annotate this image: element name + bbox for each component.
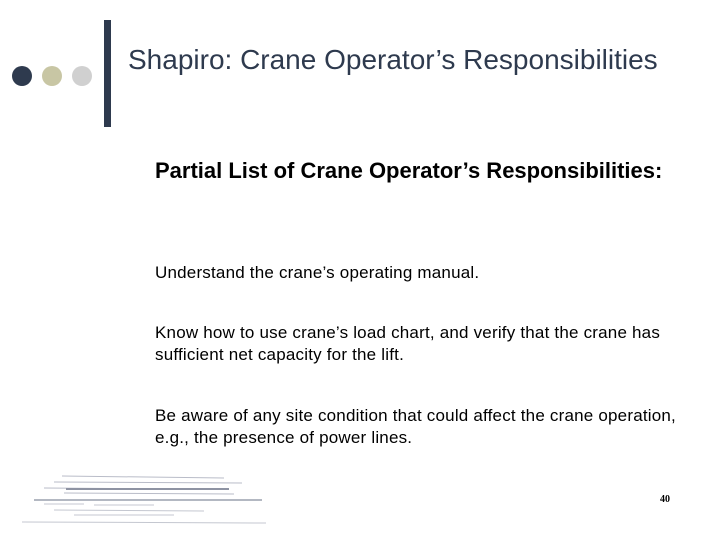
page-number: 40: [660, 494, 670, 505]
slide-subtitle: Partial List of Crane Operator’s Responsibilities:: [155, 158, 663, 183]
decor-dot-3: [72, 66, 92, 86]
slide-title: Shapiro: Crane Operator’s Responsibilities: [128, 44, 658, 75]
list-item-1: Understand the crane’s operating manual.: [155, 263, 480, 282]
decor-dot-1: [12, 66, 32, 86]
list-item-3: Be aware of any site condition that could affect the crane operation, e.g., the presence of power lines.: [155, 406, 676, 447]
decor-dot-2: [42, 66, 62, 86]
title-accent-bar: [104, 20, 111, 127]
document-thumbnail-image: [14, 466, 274, 528]
list-item-2: Know how to use crane’s load chart, and verify that the crane has sufficient net capacity for the lift.: [155, 323, 661, 364]
